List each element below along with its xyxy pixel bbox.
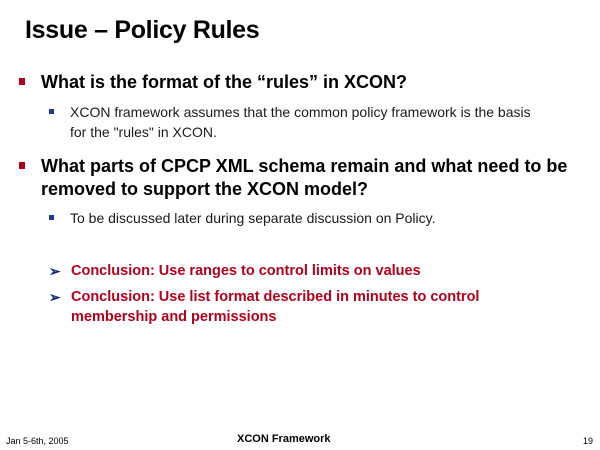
conclusions (0, 261, 600, 327)
arrow-bullet-icon: ➢ (49, 289, 61, 305)
conclusion-2 (0, 287, 561, 327)
conclusion-2-text: Conclusion: Use list format described in minutes to control membership and permissions (71, 289, 480, 325)
bullet-1-subitem (0, 102, 540, 142)
bullet-2-item (0, 155, 571, 201)
bullet-1-text: What is the format of the “rules” in XCON? (41, 72, 408, 92)
bullet-1-sub-text: XCON framework assumes that the common policy framework is the basis for the "rules" in XCON. (70, 104, 531, 140)
square-bullet-icon (19, 162, 25, 169)
small-square-bullet-icon (49, 109, 54, 114)
bullet-2-subitem (0, 208, 540, 228)
footer-date: Jan 5-6th, 2005 (6, 436, 69, 446)
square-bullet-icon (19, 78, 25, 85)
bullet-1-item (0, 71, 571, 94)
small-square-bullet-icon (49, 215, 54, 220)
bullet-2-text: What parts of CPCP XML schema remain and what need to be removed to support the XCON model? (41, 156, 568, 199)
conclusion-1-text: Conclusion: Use ranges to control limits on values (71, 263, 421, 279)
bullet-1 (0, 71, 600, 142)
page-number: 19 (583, 436, 594, 446)
bullet-2 (0, 155, 600, 228)
conclusion-1 (0, 261, 561, 281)
bullet-2-sub-text: To be discussed later during separate discussion on Policy. (70, 210, 436, 226)
footer-title: XCON Framework (237, 433, 331, 445)
arrow-bullet-icon: ➢ (49, 263, 61, 279)
slide-title: Issue – Policy Rules (25, 16, 260, 44)
